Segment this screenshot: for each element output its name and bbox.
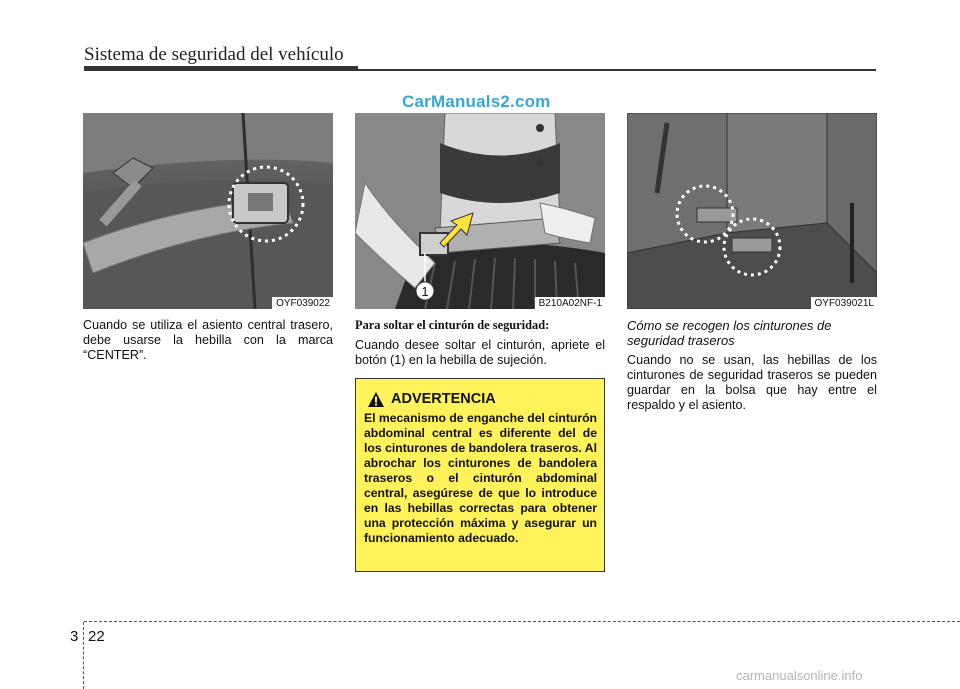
figure-code: B210A02NF-1 <box>535 297 605 309</box>
page-number: 22 <box>88 628 105 645</box>
chapter-number: 3 <box>70 628 79 645</box>
seat-illustration <box>83 113 333 309</box>
watermark-link[interactable]: CarManuals2.com <box>402 92 551 111</box>
warning-triangle-icon <box>368 392 384 407</box>
figure-center-buckle <box>83 113 333 309</box>
page-title: Sistema de seguridad del vehículo <box>84 44 344 65</box>
release-text: Cuando desee soltar el cinturón, apriete el botón (1) en la hebilla de sujeción. <box>355 338 605 367</box>
callout-number: 1 <box>421 284 429 299</box>
footer-rule <box>84 621 960 623</box>
warning-text: El mecanismo de enganche del cinturón abdominal central es diferente del de los cinturones de bandolera traseros. Al abrochar los cinturones de bandolera traseros o el cinturón abdominal central, asegúrese de que lo introduce en las hebillas correctas para obtener una protección máxima y asegurar un funcionamiento adecuado. <box>364 411 597 545</box>
center-seat-text: Cuando se utiliza el asiento central trasero, debe usarse la hebilla con la marca “CENTER”. <box>83 318 333 362</box>
figure-code: OYF039021L <box>811 297 878 309</box>
stow-heading: Cómo se recogen los cinturones de seguridad traseros <box>627 318 832 348</box>
header-rule <box>84 66 358 71</box>
watermark-bottom: carmanualsonline.info <box>736 668 863 683</box>
warning-title: ADVERTENCIA <box>391 391 496 407</box>
release-heading: Para soltar el cinturón de seguridad: <box>355 318 550 332</box>
release-illustration <box>355 113 605 309</box>
warning-box <box>355 378 605 572</box>
stow-illustration <box>627 113 877 309</box>
stow-text: Cuando no se usan, las hebillas de los cinturones de seguridad traseros se pueden guardar en la bolsa que hay entre el respaldo y el asiento. <box>627 353 877 412</box>
column-middle <box>355 318 605 368</box>
column-left <box>83 318 333 363</box>
figure-code: OYF039022 <box>272 297 333 309</box>
column-right <box>627 318 877 413</box>
figure-stow-buckles <box>627 113 877 309</box>
header-rule-thin <box>358 69 876 71</box>
footer-divider <box>83 622 85 689</box>
warning-header <box>368 391 597 407</box>
figure-release-belt <box>355 113 605 309</box>
